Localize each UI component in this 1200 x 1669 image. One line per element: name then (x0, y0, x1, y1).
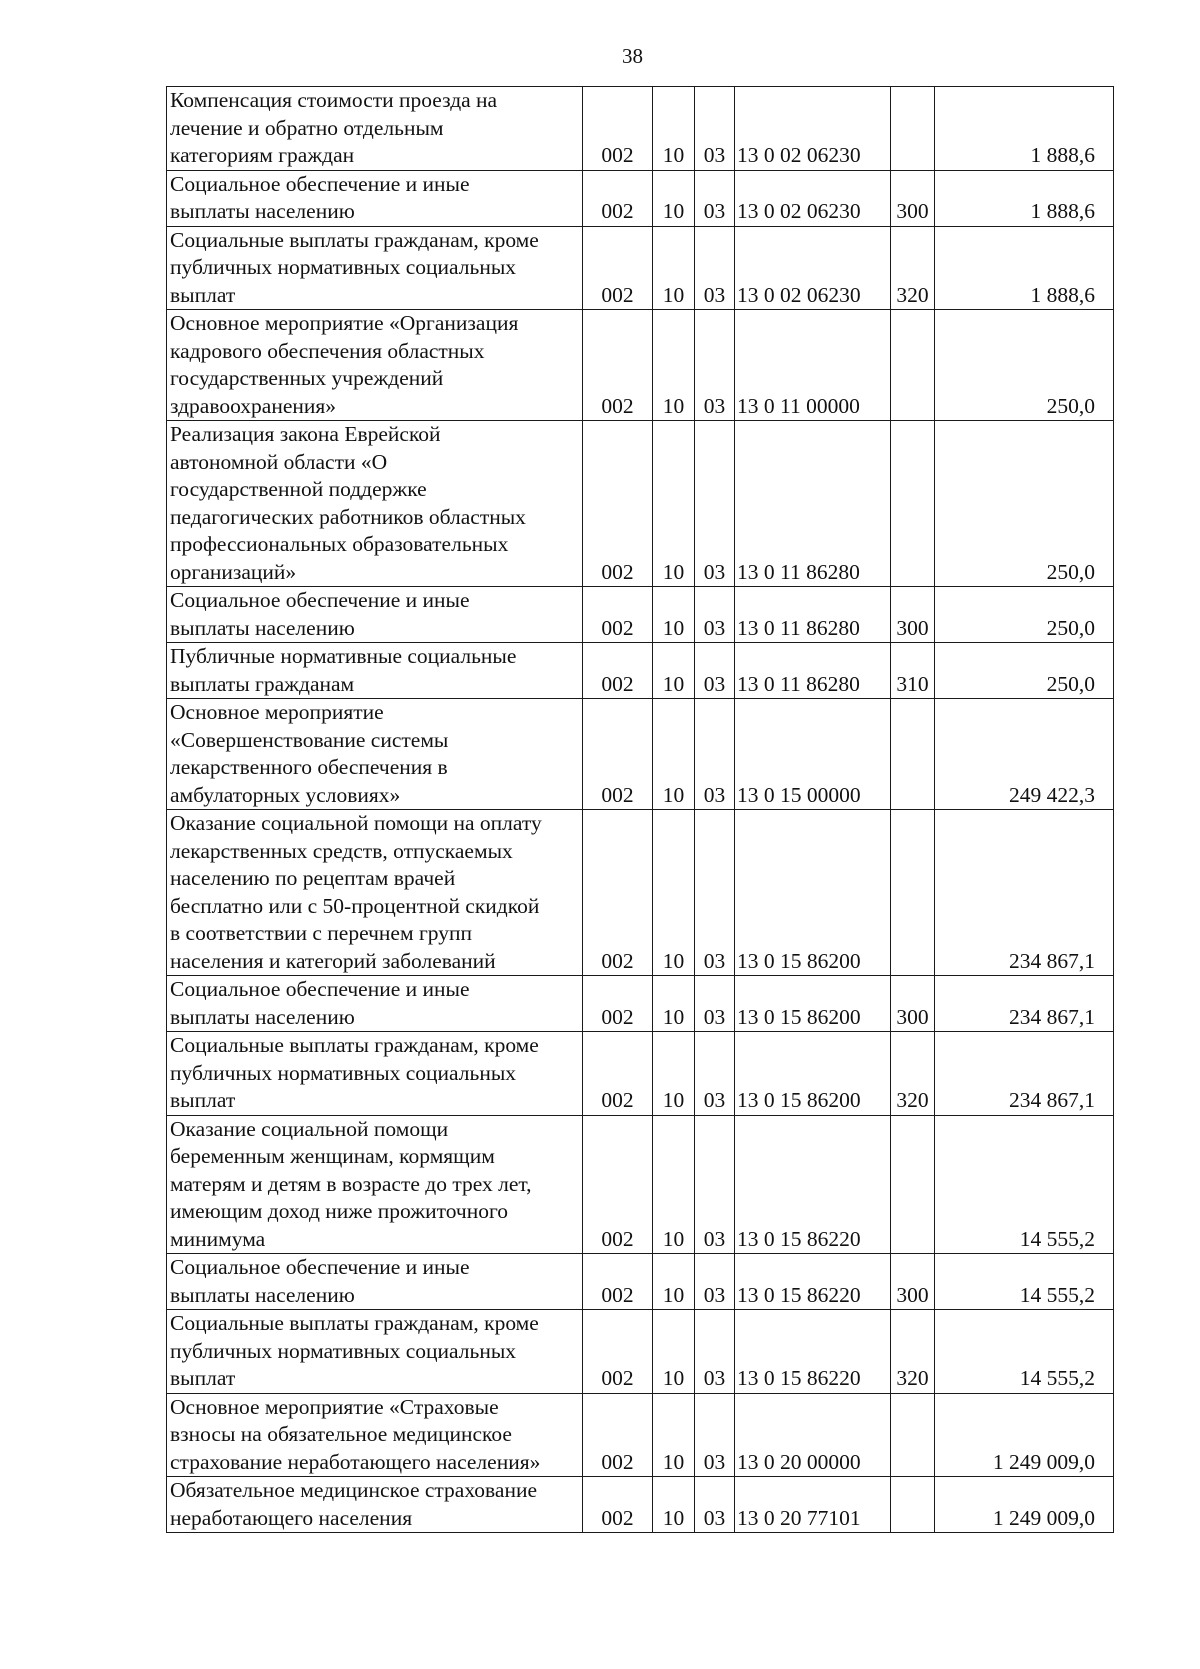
item-name-cell (167, 1115, 583, 1254)
subsection-code-cell: 03 (695, 1115, 735, 1254)
target-article-cell: 13 0 02 06230 (735, 87, 891, 171)
item-name-line: Оказание социальной помощи на оплату (170, 811, 542, 835)
expense-type-cell (891, 810, 935, 976)
section-code-cell: 10 (653, 1032, 695, 1116)
item-name-cell (167, 1254, 583, 1310)
item-name-line: выплаты населению (170, 615, 355, 640)
subsection-code-cell: 03 (695, 170, 735, 226)
amount-cell: 250,0 (935, 587, 1114, 643)
item-name-line: «Совершенствование системы (170, 727, 449, 752)
target-article-cell: 13 0 15 86220 (735, 1310, 891, 1394)
item-name-line: страхование неработающего населения» (170, 1449, 541, 1474)
ministry-code-cell: 002 (583, 1310, 653, 1394)
section-code-cell: 10 (653, 310, 695, 421)
item-name-line: кадрового обеспечения областных (170, 338, 485, 363)
amount-cell: 250,0 (935, 310, 1114, 421)
target-article-cell: 13 0 15 00000 (735, 699, 891, 810)
item-name-cell (167, 699, 583, 810)
ministry-code-cell: 002 (583, 87, 653, 171)
item-name-line: Публичные нормативные социальные (170, 644, 517, 668)
section-code-cell: 10 (653, 1393, 695, 1477)
item-name-line: населения и категорий заболеваний (170, 948, 496, 973)
item-name-line: выплат (170, 1088, 236, 1112)
ministry-code-cell: 002 (583, 421, 653, 587)
table-row (167, 87, 1114, 171)
expense-type-cell: 300 (891, 170, 935, 226)
item-name-line: в соответствии с перечнем групп (170, 921, 472, 945)
page-number: 38 (622, 44, 643, 68)
item-name-line: лекарственных средств, отпускаемых (170, 838, 513, 863)
item-name-line: выплаты гражданам (170, 671, 355, 696)
subsection-code-cell: 03 (695, 310, 735, 421)
item-name-line: Социальное обеспечение и иные (170, 1255, 470, 1279)
expense-type-cell (891, 87, 935, 171)
item-name-line: минимума (170, 1226, 266, 1251)
subsection-code-cell: 03 (695, 1477, 735, 1533)
item-name-line: бесплатно или с 50-процентной скидкой (170, 893, 540, 918)
expense-type-cell (891, 310, 935, 421)
item-name-line: беременным женщинам, кормящим (170, 1144, 495, 1168)
expense-type-cell: 310 (891, 643, 935, 699)
section-code-cell: 10 (653, 976, 695, 1032)
item-name-line: выплаты населению (170, 1282, 355, 1307)
item-name-line: Оказание социальной помощи (170, 1116, 449, 1141)
item-name-line: выплаты населению (170, 1004, 355, 1029)
item-name-line: Компенсация стоимости проезда на (170, 88, 498, 112)
item-name-cell (167, 170, 583, 226)
item-name-line: государственной поддержке (170, 477, 427, 501)
amount-cell: 14 555,2 (935, 1310, 1114, 1394)
item-name-line: населению по рецептам врачей (170, 866, 456, 890)
expense-type-cell: 320 (891, 226, 935, 310)
item-name-line: Социальное обеспечение и иные (170, 588, 470, 612)
ministry-code-cell: 002 (583, 976, 653, 1032)
target-article-cell: 13 0 20 00000 (735, 1393, 891, 1477)
item-name-line: профессиональных образовательных (170, 532, 509, 556)
item-name-line: Основное мероприятие «Страховые (170, 1394, 499, 1419)
target-article-cell: 13 0 15 86200 (735, 1032, 891, 1116)
ministry-code-cell: 002 (583, 1032, 653, 1116)
table-row (167, 226, 1114, 310)
item-name-line: Социальное обеспечение и иные (170, 171, 470, 196)
ministry-code-cell: 002 (583, 1115, 653, 1254)
table-row (167, 810, 1114, 976)
table-row (167, 170, 1114, 226)
expense-type-cell (891, 1393, 935, 1477)
section-code-cell: 10 (653, 1310, 695, 1394)
table-row (167, 587, 1114, 643)
ministry-code-cell: 002 (583, 1254, 653, 1310)
subsection-code-cell: 03 (695, 1032, 735, 1116)
item-name-cell (167, 1477, 583, 1533)
table-row (167, 976, 1114, 1032)
section-code-cell: 10 (653, 226, 695, 310)
target-article-cell: 13 0 11 86280 (735, 643, 891, 699)
amount-cell: 234 867,1 (935, 1032, 1114, 1116)
subsection-code-cell: 03 (695, 1310, 735, 1394)
item-name-line: Реализация закона Еврейской (170, 422, 441, 446)
table-row (167, 1115, 1114, 1254)
table-row (167, 1254, 1114, 1310)
amount-cell: 250,0 (935, 421, 1114, 587)
subsection-code-cell: 03 (695, 587, 735, 643)
amount-cell: 14 555,2 (935, 1115, 1114, 1254)
expense-type-cell: 320 (891, 1032, 935, 1116)
expense-type-cell: 300 (891, 587, 935, 643)
subsection-code-cell: 03 (695, 1393, 735, 1477)
ministry-code-cell: 002 (583, 310, 653, 421)
item-name-line: амбулаторных условиях» (170, 782, 401, 807)
section-code-cell: 10 (653, 1254, 695, 1310)
expense-type-cell (891, 421, 935, 587)
expense-type-cell: 320 (891, 1310, 935, 1394)
item-name-line: лечение и обратно отдельным (170, 115, 444, 140)
item-name-line: педагогических работников областных (170, 504, 526, 529)
amount-cell: 1 249 009,0 (935, 1477, 1114, 1533)
amount-cell: 1 888,6 (935, 170, 1114, 226)
expense-type-cell (891, 699, 935, 810)
item-name-line: автономной области «О (170, 449, 388, 474)
item-name-cell (167, 310, 583, 421)
amount-cell: 234 867,1 (935, 810, 1114, 976)
ministry-code-cell: 002 (583, 226, 653, 310)
item-name-line: лекарственного обеспечения в (170, 755, 448, 779)
item-name-line: организаций» (170, 559, 297, 584)
subsection-code-cell: 03 (695, 643, 735, 699)
item-name-line: категориям граждан (170, 143, 355, 167)
subsection-code-cell: 03 (695, 976, 735, 1032)
subsection-code-cell: 03 (695, 699, 735, 810)
amount-cell: 1 888,6 (935, 226, 1114, 310)
item-name-line: публичных нормативных социальных (170, 1338, 517, 1363)
item-name-line: Социальное обеспечение и иные (170, 977, 470, 1001)
item-name-line: Основное мероприятие (170, 700, 384, 724)
table-row (167, 699, 1114, 810)
table-row (167, 1032, 1114, 1116)
target-article-cell: 13 0 20 77101 (735, 1477, 891, 1533)
table-row (167, 421, 1114, 587)
budget-expenditure-table (166, 86, 1114, 1533)
section-code-cell: 10 (653, 1477, 695, 1533)
item-name-line: взносы на обязательное медицинское (170, 1422, 512, 1446)
table-row (167, 1310, 1114, 1394)
section-code-cell: 10 (653, 170, 695, 226)
expense-type-cell: 300 (891, 976, 935, 1032)
item-name-line: Обязательное медицинское страхование (170, 1478, 538, 1502)
subsection-code-cell: 03 (695, 810, 735, 976)
item-name-cell (167, 421, 583, 587)
item-name-cell (167, 87, 583, 171)
item-name-line: государственных учреждений (170, 366, 444, 390)
section-code-cell: 10 (653, 421, 695, 587)
table-row (167, 643, 1114, 699)
amount-cell: 1 249 009,0 (935, 1393, 1114, 1477)
expense-type-cell (891, 1477, 935, 1533)
expense-type-cell: 300 (891, 1254, 935, 1310)
section-code-cell: 10 (653, 587, 695, 643)
item-name-cell (167, 976, 583, 1032)
ministry-code-cell: 002 (583, 1393, 653, 1477)
section-code-cell: 10 (653, 699, 695, 810)
target-article-cell: 13 0 02 06230 (735, 170, 891, 226)
amount-cell: 14 555,2 (935, 1254, 1114, 1310)
target-article-cell: 13 0 15 86200 (735, 976, 891, 1032)
amount-cell: 1 888,6 (935, 87, 1114, 171)
amount-cell: 249 422,3 (935, 699, 1114, 810)
expense-type-cell (891, 1115, 935, 1254)
item-name-line: неработающего населения (170, 1505, 413, 1530)
table-body (167, 87, 1114, 1533)
target-article-cell: 13 0 15 86220 (735, 1115, 891, 1254)
item-name-line: публичных нормативных социальных (170, 255, 517, 279)
subsection-code-cell: 03 (695, 1254, 735, 1310)
item-name-cell (167, 643, 583, 699)
target-article-cell: 13 0 02 06230 (735, 226, 891, 310)
section-code-cell: 10 (653, 643, 695, 699)
item-name-line: Социальные выплаты гражданам, кроме (170, 227, 539, 252)
table-row (167, 1393, 1114, 1477)
item-name-line: здравоохранения» (170, 393, 337, 418)
item-name-cell (167, 1310, 583, 1394)
item-name-line: имеющим доход ниже прожиточного (170, 1199, 509, 1223)
item-name-cell (167, 810, 583, 976)
target-article-cell: 13 0 15 86200 (735, 810, 891, 976)
ministry-code-cell: 002 (583, 170, 653, 226)
item-name-line: выплат (170, 1366, 236, 1390)
item-name-line: матерям и детям в возрасте до трех лет, (170, 1171, 532, 1196)
item-name-line: Социальные выплаты гражданам, кроме (170, 1311, 539, 1335)
table-row (167, 1477, 1114, 1533)
ministry-code-cell: 002 (583, 810, 653, 976)
ministry-code-cell: 002 (583, 699, 653, 810)
section-code-cell: 10 (653, 1115, 695, 1254)
item-name-line: Основное мероприятие «Организация (170, 311, 519, 335)
target-article-cell: 13 0 11 86280 (735, 587, 891, 643)
section-code-cell: 10 (653, 810, 695, 976)
target-article-cell: 13 0 11 86280 (735, 421, 891, 587)
item-name-line: выплат (170, 282, 236, 307)
item-name-line: Социальные выплаты гражданам, кроме (170, 1033, 539, 1057)
item-name-line: выплаты населению (170, 199, 355, 223)
ministry-code-cell: 002 (583, 643, 653, 699)
subsection-code-cell: 03 (695, 87, 735, 171)
amount-cell: 250,0 (935, 643, 1114, 699)
subsection-code-cell: 03 (695, 226, 735, 310)
item-name-cell (167, 1032, 583, 1116)
item-name-line: публичных нормативных социальных (170, 1060, 517, 1085)
item-name-cell (167, 1393, 583, 1477)
target-article-cell: 13 0 11 00000 (735, 310, 891, 421)
ministry-code-cell: 002 (583, 1477, 653, 1533)
target-article-cell: 13 0 15 86220 (735, 1254, 891, 1310)
section-code-cell: 10 (653, 87, 695, 171)
ministry-code-cell: 002 (583, 587, 653, 643)
item-name-cell (167, 226, 583, 310)
item-name-cell (167, 587, 583, 643)
subsection-code-cell: 03 (695, 421, 735, 587)
table-row (167, 310, 1114, 421)
amount-cell: 234 867,1 (935, 976, 1114, 1032)
